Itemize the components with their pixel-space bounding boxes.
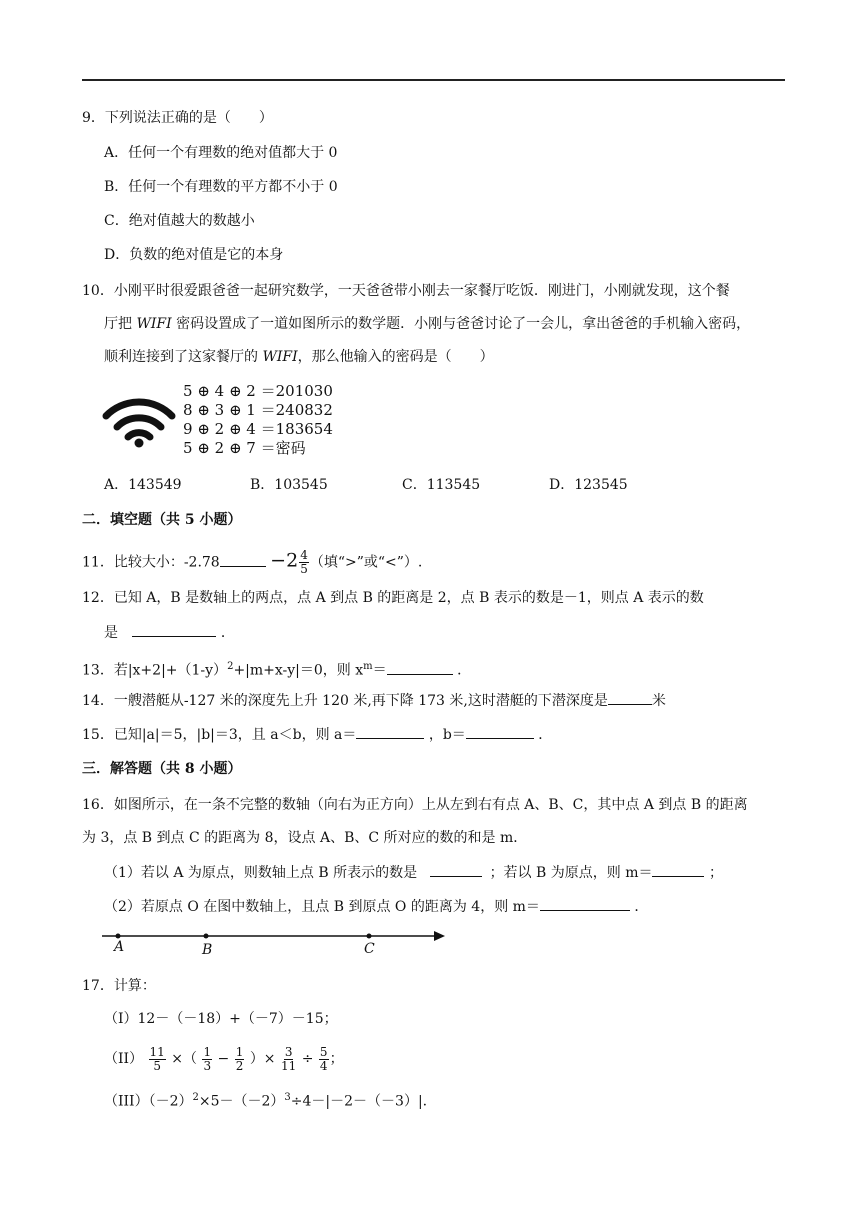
- q9-option-b: B．任何一个有理数的平方都不小于 0: [104, 179, 338, 195]
- q9-stem: 9．下列说法正确的是（ ）: [82, 110, 273, 126]
- q17-part-ii: （II） $\frac{11}{5}$ ×（ $\frac{1}{3}$ − $\frac{1}{2}$ ）× $\frac{3}{11}$ ÷ $\frac{5}{4}$ ；: [104, 1044, 344, 1073]
- q12-line2: 是 ．: [104, 622, 235, 643]
- q9-option-c: C．绝对值越大的数越小: [104, 213, 255, 229]
- q16-part1: （1）若以 A 为原点，则数轴上点 B 所表示的数是 ；若以 B 为原点，则 m＝ ；: [104, 862, 723, 883]
- q10-equation-2: 8 ⊕ 3 ⊕ 1 ＝240832: [183, 401, 333, 419]
- point-b-label: B: [202, 942, 213, 958]
- q10-line3: 顺利连接到了这家餐厅的 WIFI，那么他输入的密码是（ ）: [104, 349, 494, 365]
- q17-part-iii: $(III)(-2)^2\times 5-(-2)^3\div 4-|-2-(-3)|$.: [104, 1092, 428, 1110]
- q10-equation-3: 9 ⊕ 2 ⊕ 4 ＝183654: [183, 420, 333, 438]
- q16-part2-blank[interactable]: [540, 896, 630, 911]
- point-c-label: C: [364, 941, 375, 957]
- q13: 13．若$|x+2|+(1-y)^2+|m+x-y|=0$，则 $x^m=$ ．: [82, 661, 472, 679]
- q15: 15．已知|a|＝5，|b|＝3，且 a＜b，则 a＝ ，b＝ ．: [82, 724, 552, 745]
- q16-part2: （2）若原点 O 在图中数轴上，且点 B 到原点 O 的距离为 4，则 m＝ ．: [104, 896, 648, 917]
- q17-part-i: （I）12－（－18）+（－7）－15；: [104, 1011, 338, 1027]
- q14: 14．一艘潜艇从-127 米的深度先上升 120 米,再下降 173 米,这时潜艇的下潜深度是 米: [82, 690, 666, 711]
- q10-option-a: A．143549: [104, 477, 182, 493]
- header-rule: [82, 79, 785, 81]
- q16-line1: 16．如图所示，在一条不完整的数轴（向右为正方向）上从左到右有点 A、B、C，其中点 A 到点 B 的距离: [82, 797, 748, 813]
- q16-line2: 为 3，点 B 到点 C 的距离为 8，设点 A、B、C 所对应的数的和是 m．: [82, 830, 528, 846]
- wifi-icon: [102, 394, 176, 448]
- q12-answer-blank[interactable]: [132, 622, 216, 637]
- number-line: [100, 928, 445, 958]
- q10-line1: 10．小刚平时很爱跟爸爸一起研究数学，一天爸爸带小刚去一家餐厅吃饭．刚进门，小刚就发现，这个餐: [82, 283, 730, 299]
- q10-option-b: B．103545: [250, 477, 328, 493]
- q15-a-blank[interactable]: [356, 724, 424, 739]
- q10-equation-1: 5 ⊕ 4 ⊕ 2 ＝201030: [183, 382, 333, 400]
- q15-b-blank[interactable]: [466, 724, 534, 739]
- q16-part1-blank1[interactable]: [430, 862, 482, 877]
- q10-option-d: D．123545: [549, 477, 628, 493]
- q12-line1: 12．已知 A，B 是数轴上的两点，点 A 到点 B 的距离是 2，点 B 表示的数是－1，则点 A 表示的数: [82, 590, 704, 606]
- q11-fraction: $\frac{4}{5}$: [300, 548, 308, 576]
- section-answer-heading: 三．解答题（共 8 小题）: [82, 761, 242, 777]
- q14-answer-blank[interactable]: [608, 690, 652, 705]
- q9-option-a: A．任何一个有理数的绝对值都大于 0: [104, 145, 338, 161]
- q17-stem: 17．计算：: [82, 978, 156, 994]
- q10-equation-4: 5 ⊕ 2 ⊕ 7 ＝密码: [183, 439, 306, 457]
- q13-answer-blank[interactable]: [387, 660, 453, 675]
- q16-part1-blank2[interactable]: [652, 862, 704, 877]
- q11: 11．比较大小：-2.78 −2 $\frac{4}{5}$ （填“>”或“<”）.: [82, 548, 423, 576]
- q9-option-d: D．负数的绝对值是它的本身: [104, 247, 284, 263]
- q10-option-c: C．113545: [402, 477, 481, 493]
- q10-line2: 厅把 WIFI 密码设置成了一道如图所示的数学题．小刚与爸爸讨论了一会儿，拿出爸爸的手机输入密码，: [104, 316, 751, 332]
- point-a-label: A: [114, 939, 125, 955]
- section-fill-in-heading: 二．填空题（共 5 小题）: [82, 512, 242, 528]
- q11-answer-blank[interactable]: [220, 552, 266, 567]
